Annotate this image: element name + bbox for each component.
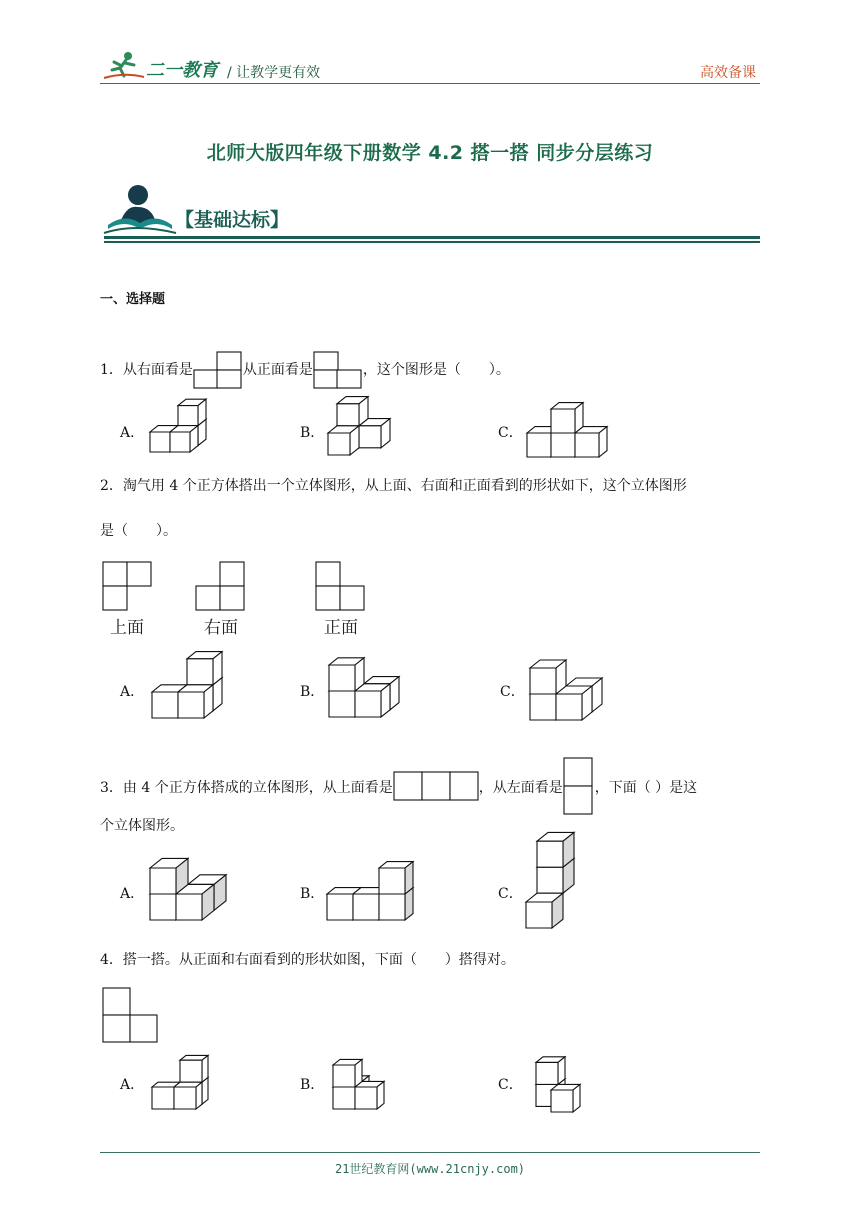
cube-face	[527, 433, 551, 457]
q2-option-b-figure[interactable]	[327, 653, 403, 721]
cube-face	[353, 894, 379, 920]
q1-option-a-figure[interactable]	[148, 398, 208, 458]
footer-text: 21世纪教育网(www.21cnjy.com)	[334, 1162, 526, 1176]
question-3-line2: 个立体图形。	[100, 818, 184, 834]
cube-face	[556, 694, 582, 720]
cube-face	[150, 432, 170, 452]
q4-option-c-label: C．	[498, 1077, 523, 1093]
cube-face	[573, 1084, 580, 1112]
section-label: 【基础达标】	[175, 209, 290, 231]
cube-face	[178, 406, 198, 426]
runner-logo-icon	[104, 50, 144, 84]
q1-text-after: ，这个图形是（ ）。	[362, 362, 510, 378]
cube-face	[333, 1087, 355, 1109]
cube-face	[170, 432, 190, 452]
cube-face	[176, 894, 202, 920]
cube-face	[530, 668, 556, 694]
cube-face	[152, 1087, 174, 1109]
cube-face	[337, 404, 359, 426]
q3-text-middle: ，从左面看是	[478, 780, 563, 796]
cube-face	[526, 902, 552, 928]
cube-face	[328, 433, 350, 455]
q4-option-a-figure[interactable]	[150, 1052, 208, 1110]
cube-face	[327, 894, 353, 920]
q1-text-before: 1．从右面看是	[100, 362, 193, 378]
cube-face	[196, 1082, 202, 1109]
q4-option-b-label: B．	[300, 1077, 325, 1093]
q3-option-a-label: A．	[120, 886, 145, 902]
q2-top-view	[103, 562, 153, 612]
q4-option-b-figure[interactable]	[331, 1056, 385, 1110]
q3-option-c-figure[interactable]	[524, 854, 582, 928]
cube-face	[377, 1081, 384, 1109]
cube-face	[537, 867, 563, 893]
cube-face	[202, 1055, 208, 1082]
q2-top-view-label: 上面	[110, 618, 144, 638]
q3-left-view	[564, 758, 594, 816]
q4-view	[103, 988, 159, 1044]
q1-right-view	[194, 352, 242, 388]
question-4: 4．搭一搭。从正面和右面看到的形状如图，下面（ ）搭得对。	[100, 952, 515, 968]
q1-front-view	[314, 352, 362, 388]
q3-option-b-label: B．	[300, 886, 325, 902]
cube-face	[355, 691, 381, 717]
question-2-line1: 2．淘气用 4 个正方体搭出一个立体图形，从上面、右面和正面看到的形状如下，这个立体图形	[100, 478, 687, 494]
cube-face	[551, 433, 575, 457]
q2-option-b-label: B．	[300, 684, 325, 700]
q2-option-c-figure[interactable]	[528, 652, 598, 722]
cube-face	[355, 1087, 377, 1109]
q3-option-b-figure[interactable]	[325, 856, 415, 922]
q2-front-view	[316, 562, 366, 612]
reader-icon	[104, 183, 176, 243]
q3-option-c-label: C．	[498, 886, 523, 902]
q1-text-middle: 从正面看是	[242, 362, 313, 378]
cube-face	[537, 841, 563, 867]
cube-face	[551, 1090, 573, 1112]
q1-option-c-figure[interactable]	[525, 400, 607, 460]
part-title: 一、选择题	[100, 292, 166, 307]
cube-face	[551, 409, 575, 433]
page-title: 北师大版四年级下册数学 4.2 搭一搭 同步分层练习	[206, 142, 654, 164]
q3-text-after: ，下面（ ）是这	[594, 780, 698, 796]
cube-face	[174, 1087, 196, 1109]
cube-face	[379, 894, 405, 920]
q4-option-a-label: A．	[120, 1077, 145, 1093]
q2-right-view	[196, 562, 246, 612]
cube-face	[558, 1057, 565, 1085]
question-1	[100, 352, 510, 388]
q1-option-b-label: B．	[300, 425, 325, 441]
header-right-label: 高效备课	[700, 65, 756, 81]
cube-face	[575, 433, 599, 457]
cube-face	[536, 1062, 558, 1084]
cube-face	[530, 694, 556, 720]
footer-divider	[100, 1152, 760, 1153]
q3-text-before: 3．由 4 个正方体搭成的立体图形，从上面看是	[100, 780, 393, 796]
q1-option-a-label: A．	[120, 425, 145, 441]
cube-face	[178, 692, 204, 718]
q2-right-view-label: 右面	[204, 618, 238, 638]
cube-face	[150, 868, 176, 894]
q2-option-c-label: C．	[500, 684, 525, 700]
q4-option-c-figure[interactable]	[527, 1054, 581, 1112]
q1-option-b-figure[interactable]	[326, 396, 390, 460]
cube-face	[333, 1065, 355, 1087]
cube-face	[359, 426, 381, 448]
q3-option-a-figure[interactable]	[148, 856, 222, 922]
q2-option-a-figure[interactable]	[150, 655, 220, 721]
question-3	[100, 758, 697, 816]
cube-face	[405, 862, 413, 894]
q2-front-view-label: 正面	[324, 618, 358, 638]
cube-face	[180, 1060, 202, 1082]
question-2-line2: 是（ ）。	[100, 523, 177, 539]
q3-top-view	[394, 772, 478, 802]
brand-logo-text: 二一教育	[146, 60, 218, 81]
cube-face	[187, 659, 213, 685]
cube-face	[329, 665, 355, 691]
section-divider-thin	[104, 241, 760, 243]
cube-face	[150, 894, 176, 920]
q1-option-c-label: C．	[498, 425, 523, 441]
cube-face	[379, 868, 405, 894]
header-divider	[100, 83, 760, 84]
header-slogan: / 让教学更有效	[227, 65, 321, 81]
section-divider	[104, 236, 760, 239]
cube-face	[355, 1059, 362, 1087]
cube-face	[329, 691, 355, 717]
cube-face	[152, 692, 178, 718]
q2-option-a-label: A．	[120, 684, 145, 700]
